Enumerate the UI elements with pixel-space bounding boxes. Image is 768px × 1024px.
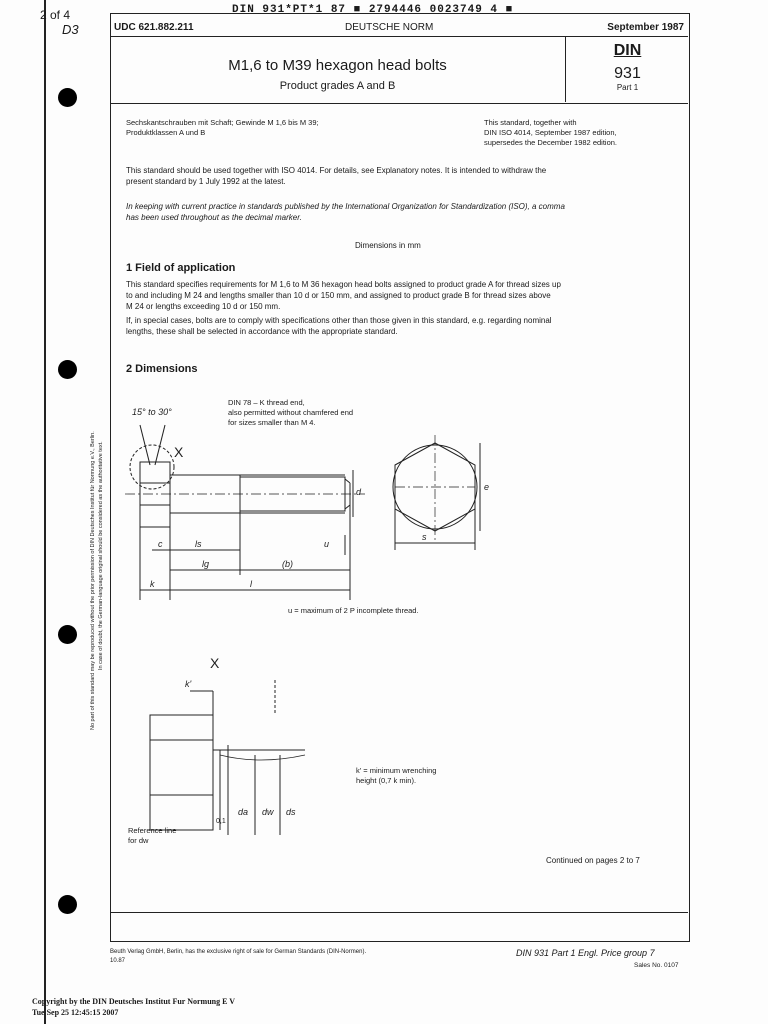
label-0-1: 0,1 [216, 818, 226, 825]
label-k: k [150, 579, 155, 589]
copyright-stamp: Copyright by the DIN Deutsches Institut Fur Normung E V Tue Sep 25 12:45:15 2007 [32, 997, 236, 1017]
page-title: M1,6 to M39 hexagon head bolts [228, 57, 447, 74]
decimal-note: In keeping with current practice in standards published by the International Organization for Standardization (ISO), a comma has been used throughout as the decimal marker. [126, 202, 565, 222]
thread-end-note: DIN 78 – K thread end, also permitted without chamfered end for sizes smaller than M 4. [228, 398, 354, 427]
intro-paragraph: This standard should be used together with ISO 4014. For details, see Explanatory notes. It is intended to withdraw the present standard by 1 July 1992 at the latest. [126, 166, 547, 186]
footer-left: Beuth Verlag GmbH, Berlin, has the exclusive right of sale for German Standards (DIN-Normen). 10.87 [110, 949, 367, 964]
german-title: Sechskantschrauben mit Schaft; Gewinde M 1,6 bis M 39; Produktklassen A und B [126, 118, 319, 137]
section1-text: This standard specifies requirements for M 1,6 to M 36 hexagon head bolts assigned to product grade A for thread sizes up to and including M 24 and lengths smaller than 10 d or 150 mm, and assigned to product grade B for thread sizes above M 24 or lengths exceeding 10 d or 150 mm. If, in special cases, bolts are to comply with specifications other than those given in this standard, e.g. regarding nominal lengths, these shall be selected in accordance with the appropriate standard. [126, 280, 561, 336]
label-k-prime: k' [185, 679, 192, 689]
supersedes-note: This standard, together with DIN ISO 4014, September 1987 edition, supersedes the December 1982 edition. [484, 118, 618, 147]
reference-line-note: Reference line for dw [128, 826, 177, 845]
label-lg: lg [202, 559, 210, 569]
label-c: c [158, 539, 163, 549]
bolt-drawing [110, 395, 688, 855]
label-d: d [356, 487, 362, 497]
copyright-side-note: No part of this standard may be reproduced without the prior permission of DIN Deutsches Institut für Normung e.V., Berlin. [90, 431, 96, 730]
detail-title-x: X [210, 655, 220, 671]
label-da: da [238, 807, 249, 817]
label-dw: dw [262, 807, 274, 817]
u-note: u = maximum of 2 P incomplete thread. [288, 606, 419, 615]
footer-rule [110, 912, 688, 913]
standard-number: 931 [614, 65, 641, 82]
issue-date: September 1987 [607, 22, 684, 33]
side-notes [90, 270, 104, 730]
label-e: e [484, 482, 490, 492]
din-logo: DIN [613, 42, 642, 59]
header-row [110, 22, 688, 36]
section1-heading: 1 Field of application [126, 262, 236, 274]
sales-number: Sales No. 0107 [634, 962, 679, 969]
label-u: u [324, 539, 330, 549]
section2-heading: 2 Dimensions [126, 363, 198, 375]
detail-head-outline [150, 715, 213, 830]
punch-hole [58, 625, 77, 644]
binding-edge-line [44, 0, 46, 1024]
din-box [565, 36, 689, 102]
angle-label: 15° to 30° [132, 407, 172, 417]
handwritten-mark: D3 [62, 22, 79, 37]
udc-number: UDC 621.882.211 [114, 22, 194, 33]
language-side-note: In case of doubt, the German-language original should be considered as the authoritative text. [98, 441, 104, 670]
punch-hole [58, 360, 77, 379]
page-subtitle: Product grades A and B [279, 80, 396, 92]
part-label: Part 1 [616, 83, 639, 92]
label-ds: ds [286, 807, 296, 817]
page-marker: 2 of 4 [40, 8, 71, 22]
punch-hole [58, 895, 77, 914]
continued-note: Continued on pages 2 to 7 [546, 856, 640, 865]
label-l: l [250, 579, 252, 589]
label-b: (b) [282, 559, 293, 569]
punch-hole [58, 88, 77, 107]
detail-x-marker: X [174, 444, 184, 460]
units-note: Dimensions in mm [355, 241, 421, 250]
detail-circle [130, 445, 174, 489]
k-prime-note: k' = minimum wrenching height (0,7 k min). [356, 766, 437, 785]
label-s: s [422, 532, 427, 542]
bolt-head-outline [140, 462, 170, 527]
norm-label: DEUTSCHE NORM [345, 22, 434, 33]
footer-right: DIN 931 Part 1 Engl. Price group 7 [516, 948, 655, 958]
barcode-line: DIN 931*PT*1 87 ■ 2794446 0023749 4 ■ [232, 4, 514, 16]
label-ls: ls [195, 539, 202, 549]
